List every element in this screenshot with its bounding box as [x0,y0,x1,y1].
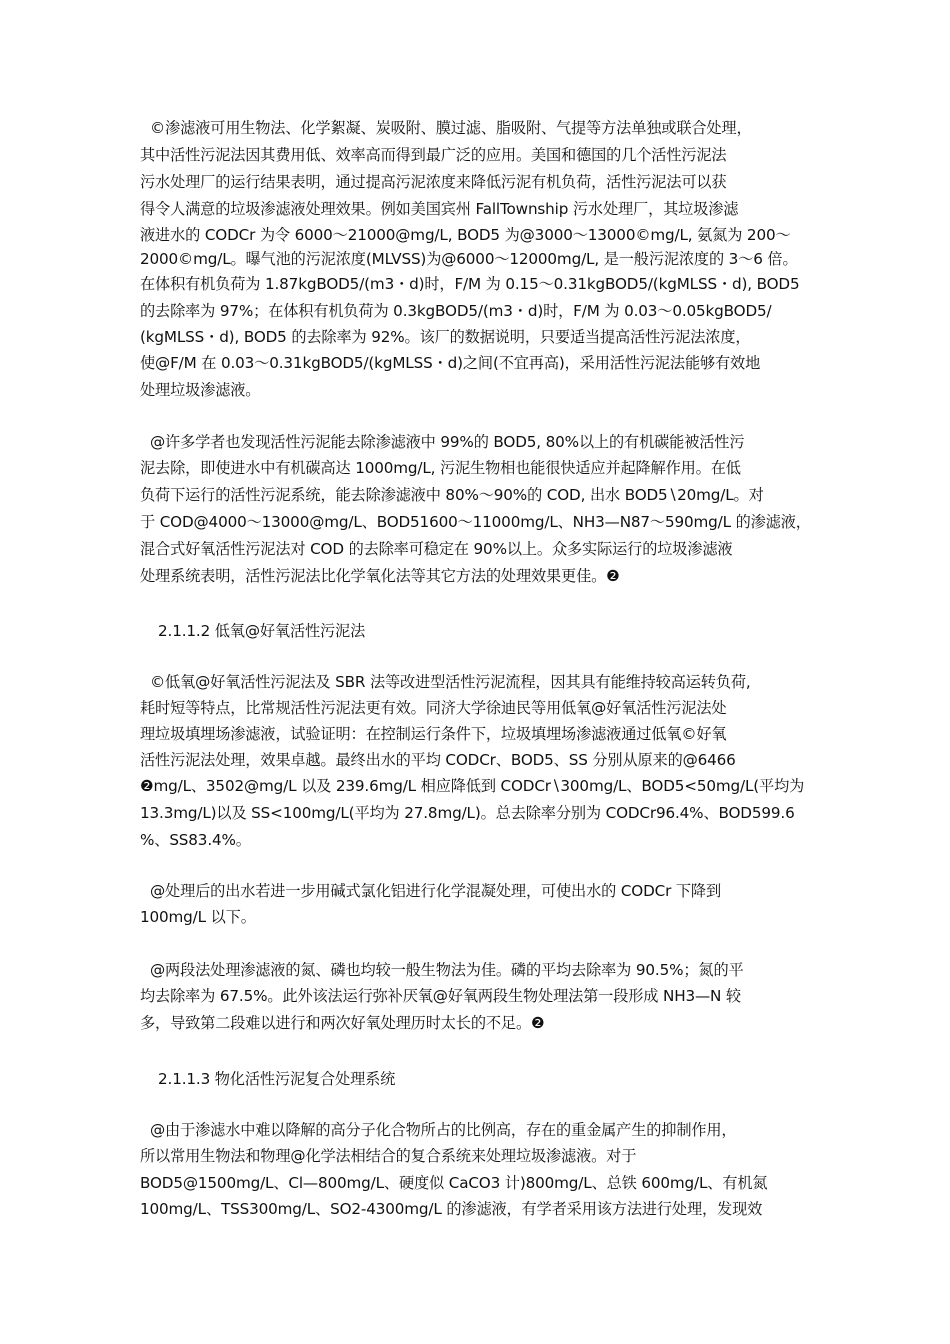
text-line: 2000©mg/L。曝气池的污泥浓度(MLVSS)为@6000～12000mg/L, 是一般污泥浓度的 3～6 倍。 [140,250,798,268]
text-line: 均去除率为 67.5%。此外该法运行弥补厌氧@好氧两段生物处理法第一段形成 NH3—N 较 [140,987,741,1005]
text-line: 得令人满意的垃圾渗滤液处理效果。例如美国宾州 FallTownship 污水处理厂，其垃圾渗滤 [140,200,739,218]
text-line: @两段法处理渗滤液的氮、磷也均较一般生物法为佳。磷的平均去除率为 90.5%；氮的平 [150,961,744,979]
text-line: 多，导致第二段难以进行和两次好氧处理历时太长的不足。❷ [140,1014,545,1032]
text-line: 的去除率为 97%；在体积有机负荷为 0.3kgBOD5/(m3・d)时，F/M 为 0.03～0.05kgBOD5/ [140,302,772,320]
text-line: 其中活性污泥法因其费用低、效率高而得到最广泛的应用。美国和德国的几个活性污泥法 [140,146,727,164]
text-line: 所以常用生物法和物理@化学法相结合的复合系统来处理垃圾渗滤液。对于 [140,1147,637,1165]
text-line: 理垃圾填埋场渗滤液，试验证明：在控制运行条件下，垃圾填埋场渗滤液通过低氧©好氧 [140,725,727,743]
text-line: (kgMLSS・d), BOD5 的去除率为 92%。该厂的数据说明，只要适当提高活性污泥法浓度， [140,328,751,346]
text-line: ©低氧@好氧活性污泥法及 SBR 法等改进型活性污泥流程，因其具有能维持较高运转负荷, [150,673,751,691]
section-heading: 2.1.1.2 低氧@好氧活性污泥法 [158,622,366,640]
text-line: 100mg/L 以下。 [140,908,256,926]
text-line: @由于渗滤水中难以降解的高分子化合物所占的比例高，存在的重金属产生的抑制作用， [150,1121,737,1139]
text-line: BOD5@1500mg/L、Cl—800mg/L、硬度似 CaCO3 计)800mg/L、总铁 600mg/L、有机氮 [140,1174,768,1192]
text-line: 100mg/L、TSS300mg/L、SO2-4300mg/L 的渗滤液，有学者采用该方法进行处理，发现效 [140,1200,763,1218]
section-heading: 2.1.1.3 物化活性污泥复合处理系统 [158,1070,396,1088]
text-line: ❷mg/L、3502@mg/L 以及 239.6mg/L 相应降低到 CODCr∖300mg/L、BOD5<50mg/L(平均为 [140,777,805,795]
text-line: 液进水的 CODCr 为令 6000～21000@mg/L, BOD5 为@3000～13000©mg/L, 氨氮为 200～ [140,226,791,244]
text-line: 污水处理厂的运行结果表明，通过提高污泥浓度来降低污泥有机负荷，活性污泥法可以获 [140,173,727,191]
text-line: 13.3mg/L)以及 SS<100mg/L(平均为 27.8mg/L)。总去除率分别为 CODCr96.4%、BOD599.6 [140,804,795,822]
text-line: ©渗滤液可用生物法、化学絮凝、炭吸附、膜过滤、脂吸附、气提等方法单独或联合处理， [150,119,752,137]
text-line: 于 COD@4000～13000@mg/L、BOD51600～11000mg/L、NH3—N87～590mg/L 的渗滤液， [140,513,811,531]
text-line: 使@F/M 在 0.03～0.31kgBOD5/(kgMLSS・d)之间(不宜再高)，采用活性污泥法能够有效地 [140,354,761,372]
text-line: 活性污泥法处理，效果卓越。最终出水的平均 CODCr、BOD5、SS 分别从原来的@6466 [140,751,736,769]
text-line: 耗时短等特点，比常规活性污泥法更有效。同济大学徐迪民等用低氧@好氧活性污泥法处 [140,699,727,717]
text-line: @许多学者也发现活性污泥能去除渗滤液中 99%的 BOD5, 80%以上的有机碳能被活性污 [150,433,745,451]
text-line: 处理垃圾渗滤液。 [140,381,261,399]
text-line: 混合式好氧活性污泥法对 COD 的去除率可稳定在 90%以上。众多实际运行的垃圾渗滤液 [140,540,733,558]
text-line: @处理后的出水若进一步用碱式氯化铝进行化学混凝处理，可使出水的 CODCr 下降到 [150,882,721,900]
text-line: 处理系统表明，活性污泥法比化学氧化法等其它方法的处理效果更佳。❷ [140,567,620,585]
text-line: 负荷下运行的活性污泥系统，能去除渗滤液中 80%～90%的 COD, 出水 BOD5∖20mg/L。对 [140,486,764,504]
text-line: 泥去除，即使进水中有机碳高达 1000mg/L, 污泥生物相也能很快适应并起降解作用。在低 [140,459,741,477]
text-line: %、SS83.4%。 [140,831,251,849]
text-line: 在体积有机负荷为 1.87kgBOD5/(m3・d)时，F/M 为 0.15～0.31kgBOD5/(kgMLSS・d), BOD5 [140,275,800,293]
